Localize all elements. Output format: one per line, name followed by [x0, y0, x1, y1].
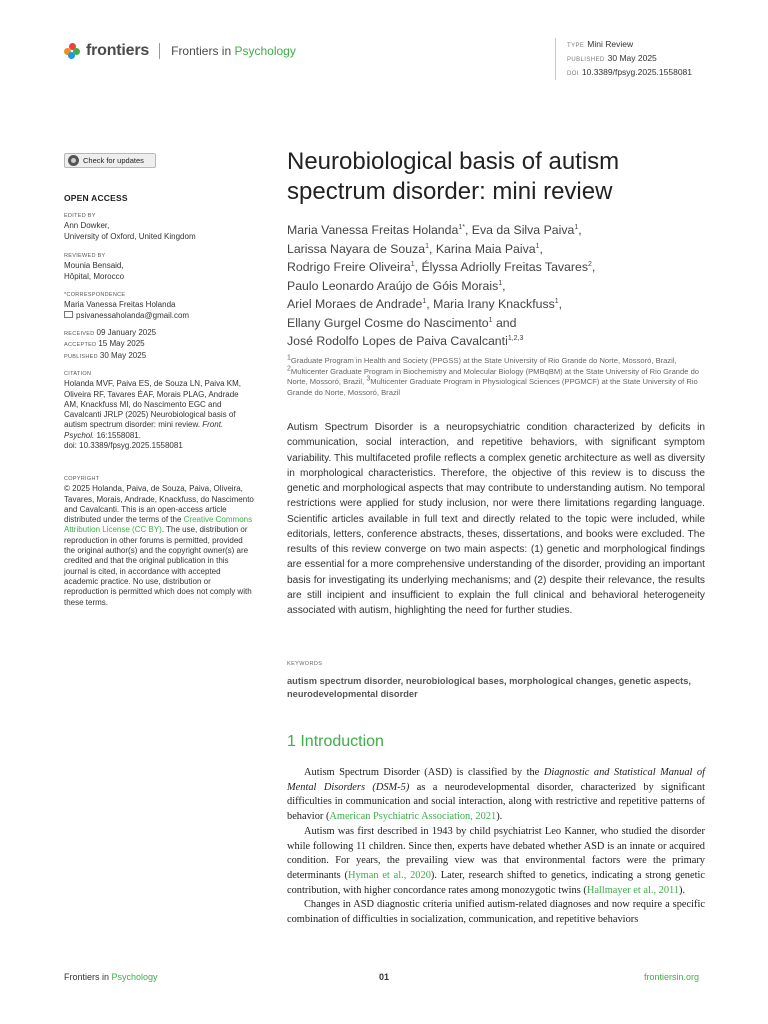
journal-name[interactable]: Frontiers in Psychology	[171, 44, 296, 58]
keywords: autism spectrum disorder, neurobiological bases, morphological changes, genetic aspects, neurodevelopmental disorder	[287, 676, 692, 699]
author[interactable]: Ellany Gurgel Cosme do Nascimento$^1$ and	[287, 315, 517, 330]
section-heading: 1 Introduction	[287, 733, 384, 750]
author[interactable]: Larissa Nayara de Souza$^1$,	[287, 241, 436, 256]
doi[interactable]: 10.3389/fpsyg.2025.1558081	[581, 67, 693, 77]
citation-link[interactable]: American Psychiatric Association, 2021	[329, 811, 497, 823]
correspondence: *CORRESPONDENCE Maria Vanessa Freitas Holanda psivanessaholanda@gmail.com	[64, 292, 190, 320]
article-title: Neurobiological basis of autism spectrum disorder: mini review	[287, 148, 620, 205]
paragraph: Changes in ASD diagnostic criteria unified autism-related diagnoses and now require a specific combination of difficulties in socialization, communication, and repetitive behaviors	[287, 899, 705, 926]
abstract: Autism Spectrum Disorder is a neuropsychiatric condition characterized by deficits in communication, social interaction, and repetitive behaviors, with significant symptom variability. This multifaceted profile reflects a complex genetic architecture as well as diversity in morphological characteristics. Therefore, the objective of this review is to discuss the genetic and morphological aspects that may contribute to understanding autism. No temporal restrictions were applied for study inclusion, nor were there limitations regarding language. Scientific articles available in full text and directly related to the topic were included, while editorials, letters, conference abstracts, theses, dissertations, and books were excluded. The results of this review converge on two main aspects: (1) genetic and morphological findings are essential for a more comprehensive understanding of the disorder, providing an important basis for investigating its underlying mechanisms; and (2) despite their relevance, the results are still incipient and insufficient to explain the full clinical and behavioral heterogeneity associated with autism, highlighting the need for further studies.	[287, 422, 705, 616]
correspondence-email[interactable]: psivanessaholanda@gmail.com	[76, 310, 190, 320]
affiliations: $^1$Graduate Program in Health and Society (PPGSS) at the State University of Rio Grande do Norte, Mossoró, Brazil, $^2$Multicenter Graduate Program in Biochemistry and Molecular Biology (PMBqBM) at the State University of Rio Grande do Norte, Mossoró, Brazil, $^3$Multicenter Graduate Program in Physiological Sciences (PPGMCF) at the State University of Rio Grande do Norte, Mossoró, Brazil	[287, 354, 700, 397]
update-icon	[68, 155, 79, 166]
body-text	[287, 766, 705, 928]
page-number: 01	[379, 972, 390, 982]
author[interactable]: Eva da Silva Paiva$^1$,	[471, 223, 582, 237]
article-type: Mini Review	[587, 39, 634, 49]
author[interactable]: Ariel Moraes de Andrade$^1$,	[287, 297, 434, 311]
logo-wordmark: frontiers	[86, 42, 150, 59]
edited-by: EDITED BY Ann Dowker, University of Oxford, United Kingdom	[64, 213, 196, 241]
article-meta: TYPE Mini Review PUBLISHED 30 May 2025 DOI 10.3389/fpsyg.2025.1558081	[555, 38, 692, 80]
author[interactable]: Rodrigo Freire Oliveira$^1$,	[287, 260, 422, 274]
footer-journal[interactable]: Frontiers in Psychology	[64, 972, 158, 982]
author[interactable]: José Rodolfo Lopes de Paiva Cavalcanti$^{1,2,3}$	[287, 334, 524, 348]
frontiers-logo[interactable]	[64, 42, 296, 60]
citation-link[interactable]: Hallmayer et al., 2011	[586, 884, 680, 896]
footer-site-link[interactable]: frontiersin.org	[644, 972, 700, 982]
copyright: COPYRIGHT © 2025 Holanda, Paiva, de Souza, Paiva, Oliveira, Tavares, Morais, Andrade, Knackfuss, do Nascimento and Cavalcanti. This is an open-access article distributed under the terms of the Creative Commons Attribution License (CC BY). The use, distribution or reproduction in other forums is permitted, provided the original author(s) and the copyright owner(s) are credited and that the original publication in this journal is cited, in accordance with accepted academic practice. No use, distribution or reproduction is permitted which does not comply with these terms.	[64, 476, 254, 607]
paragraph: Autism Spectrum Disorder (ASD) is classified by the Diagnostic and Statistical Manual of Mental Disorders (DSM-5) as a neurodevelopmental disorder, characterized by significant difficulties in communication and social interaction, along with restrictive and repetitive patterns of behavior (American Psychiatric Association, 2021).	[287, 767, 705, 823]
author[interactable]: Élyssa Adriolly Freitas Tavares$^2$,	[421, 260, 596, 274]
author[interactable]: Paulo Leonardo Araújo de Góis Morais$^1$,	[287, 278, 506, 293]
author[interactable]: Karina Maia Paiva$^1$,	[435, 241, 543, 256]
author-list	[287, 221, 707, 351]
citation: CITATION Holanda MVF, Paiva ES, de Souza LN, Paiva KM, Oliveira RF, Tavares ÉAF, Morais PLAG, Andrade AM, Knackfuss MI, do Nascimento EGC and Cavalcanti JRLP (2025) Neurobiological basis of autism spectrum disorder: mini review. Front. Psychol. 16:1558081. doi: 10.3389/fpsyg.2025.1558081	[64, 371, 241, 451]
reviewed-by: REVIEWED BY Mounia Bensaid, Hôpital, Morocco	[64, 253, 125, 281]
open-access-label: OPEN ACCESS	[64, 193, 128, 203]
frontiers-logo-icon	[64, 43, 80, 59]
check-for-updates-button[interactable]: Check for updates	[64, 153, 156, 168]
paragraph: Autism was first described in 1943 by child psychiatrist Leo Kanner, who studied the disorder while following 11 children. Since then, experts have debated whether ASD is an innate or acquired condition. For years, the prevailing view was that environmental factors were the primary determinants (Hyman et al., 2020). Later, research shifted to genetics, indicating a strong genetic contribution, with higher concordance rates among monozygotic twins (Hallmayer et al., 2011).	[287, 825, 705, 896]
dates: RECEIVED 09 January 2025 ACCEPTED 15 May 2025 PUBLISHED 30 May 2025	[64, 328, 157, 360]
author[interactable]: Maria Vanessa Freitas Holanda$^{1*}$,	[287, 223, 472, 237]
citation-link[interactable]: Hyman et al., 2020	[347, 869, 431, 881]
keywords-label: KEYWORDS	[287, 661, 323, 667]
published-date: 30 May 2025	[607, 53, 657, 63]
license-link[interactable]: Creative Commons Attribution License (CC BY)	[64, 515, 253, 535]
author[interactable]: Maria Irany Knackfuss$^1$,	[433, 297, 563, 311]
logo-divider	[159, 43, 160, 59]
email-icon	[64, 311, 73, 318]
